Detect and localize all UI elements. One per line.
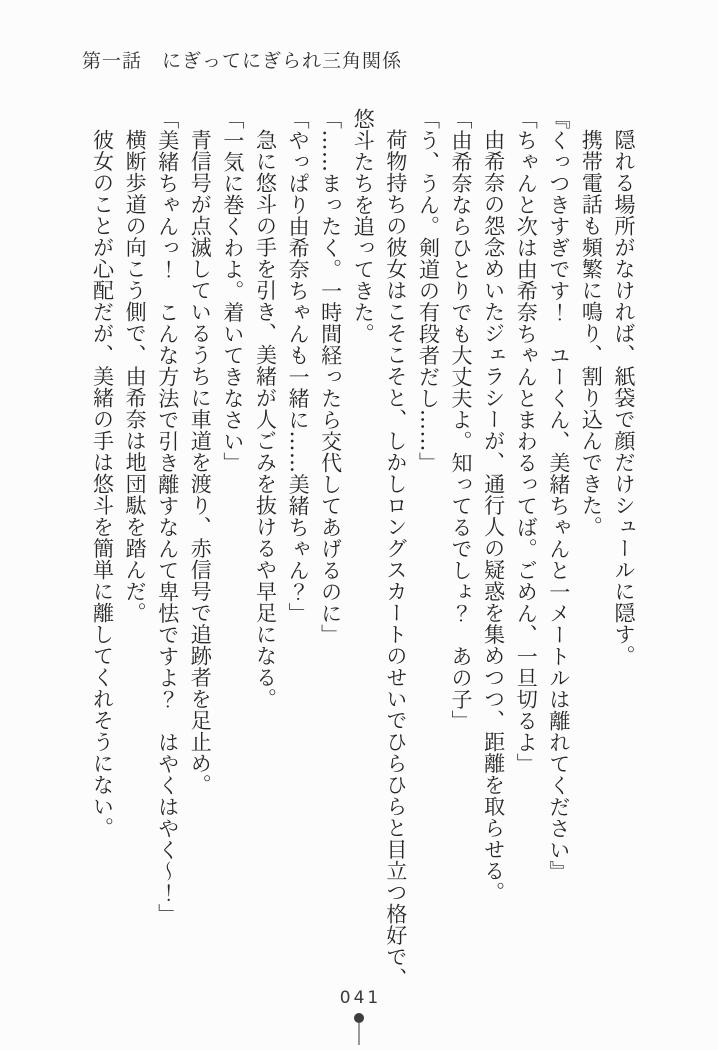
paragraph: 由希奈の怨念めいたジェラシーが、通行人の疑惑を集めつつ、距離を取らせる。 (481, 129, 506, 903)
paragraph: 急に悠斗の手を引き、美緒が人ごみを抜けるや早足になる。 (253, 129, 278, 710)
page-marker-pin-icon (354, 1013, 364, 1045)
paragraph: 「由希奈ならひとりでも大丈夫よ。知ってるでしょ？ あの子」 (449, 108, 474, 732)
body-text-vertical (86, 108, 640, 992)
paragraph: 青信号が点滅しているうちに車道を渡り、赤信号で追跡者を足止め。 (188, 129, 213, 796)
chapter-header: 第一話 にぎってにぎられ三角関係 (82, 50, 403, 72)
pin-head-dot (354, 1013, 364, 1023)
paragraph: 『くっつきすぎです！ ユーくん、美緒ちゃんと一メートルは離れてください』 (546, 108, 571, 882)
pin-stem-line (358, 1023, 360, 1045)
paragraph: 横断歩道の向こう側で、由希奈は地団駄を踏んだ。 (123, 129, 148, 624)
page-number: 041 (339, 988, 382, 1008)
paragraph: 荷物持ちの彼女はこそこそと、しかしロングスカートのせいでひらひらと目立つ格好で、悠斗たちを追ってきた。 (351, 108, 408, 989)
paragraph: 「う、うん。剣道の有段者だし……」 (416, 108, 441, 474)
page-footer (0, 988, 718, 1050)
paragraph: 「……まったく。一時間経ったら交代してあげるのに」 (318, 108, 343, 646)
paragraph: 携帯電話も頻繁に鳴り、割り込んできた。 (579, 129, 604, 538)
paragraph: 彼女のことが心配だが、美緒の手は悠斗を簡単に離してくれそうにない。 (90, 129, 115, 839)
paragraph: 隠れる場所がなければ、紙袋で顔だけシュールに隠す。 (612, 129, 636, 667)
paragraph: 「美緒ちゃんっ！ こんな方法で引き離すなんて卑怯ですよ？ はやくはやく〜！」 (155, 108, 180, 925)
paragraph: 「やっぱり由希奈ちゃんも一緒に……美緒ちゃん？」 (286, 108, 311, 624)
paragraph: 「一気に巻くわよ。着いてきなさい」 (220, 108, 245, 474)
paragraph: 「ちゃんと次は由希奈ちゃんとまわるってば。ごめん、一旦切るよ」 (514, 108, 539, 775)
